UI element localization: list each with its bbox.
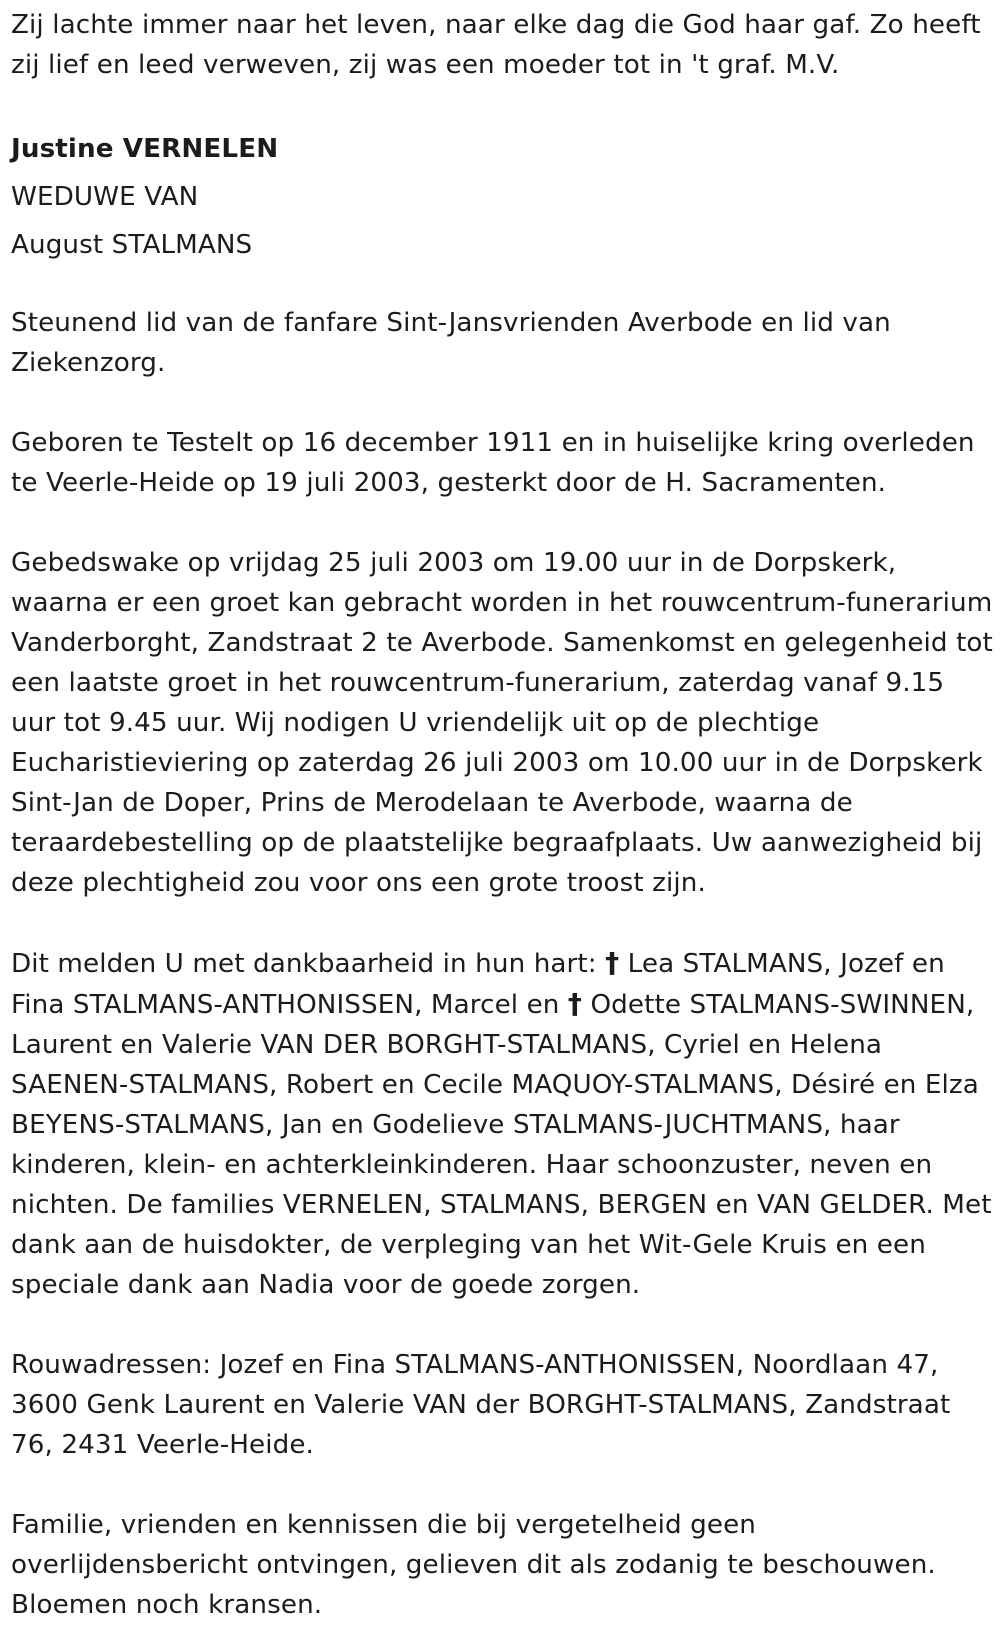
family-paragraph <box>11 943 996 1305</box>
spouse-name: August STALMANS <box>11 230 253 260</box>
deceased-block <box>11 125 996 269</box>
poem-line: zij lief en leed verweven, zij was een moeder tot in 't graf. M.V. <box>11 50 840 80</box>
membership-paragraph: Steunend lid van de fanfare Sint-Jansvrienden Averbode en lid van Ziekenzorg. <box>11 308 891 378</box>
family-text: Dit melden U met dankbaarheid in hun hart: <box>11 949 606 979</box>
obituary-document <box>11 0 996 1625</box>
poem-line: Zij lachte immer naar het leven, naar elke dag die God haar gaf. Zo heeft <box>11 10 981 40</box>
closing-paragraph: Familie, vrienden en kennissen die bij vergetelheid geen overlijdensbericht ontvingen, gelieven dit als zodanig te beschouwen. Bloemen noch kransen. <box>11 1510 936 1620</box>
relation-label: WEDUWE VAN <box>11 182 199 212</box>
cross-icon: † <box>605 946 620 979</box>
birth-death-paragraph: Geboren te Testelt op 16 december 1911 en in huiselijke kring overleden te Veerle-Heide op 19 juli 2003, gesterkt door de H. Sacramenten. <box>11 428 975 498</box>
family-text: Odette STALMANS-SWINNEN, Laurent en Valerie VAN DER BORGHT-STALMANS, Cyriel en Helena SAENEN-STALMANS, Robert en Cecile MAQUOY-STALMANS, Désiré en Elza BEYENS-STALMANS, Jan en Godelieve STALMANS-JUCHTMANS, haar kinderen, klein- en achterkleinkinderen. Haar schoonzuster, neven en nichten. De families VERNELEN, STALMANS, BERGEN en VAN GELDER. Met dank aan de huisdokter, de verpleging van het Wit-Gele Kruis en een speciale dank aan Nadia voor de goede zorgen. <box>11 990 992 1300</box>
memorial-poem <box>11 5 996 85</box>
addresses-paragraph: Rouwadressen: Jozef en Fina STALMANS-ANTHONISSEN, Noordlaan 47, 3600 Genk Laurent en Valerie VAN der BORGHT-STALMANS, Zandstraat 76, 2431 Veerle-Heide. <box>11 1350 951 1460</box>
family-text: Lea STALMANS, Jozef en Fina STALMANS-ANTHONISSEN, Marcel en <box>11 949 945 1020</box>
ceremony-paragraph: Gebedswake op vrijdag 25 juli 2003 om 19.00 uur in de Dorpskerk, waarna er een groet kan gebracht worden in het rouwcentrum-funerarium Vanderborght, Zandstraat 2 te Averbode. Samenkomst en gelegenheid tot een laatste groet in het rouwcentrum-funerarium, zaterdag vanaf 9.15 uur tot 9.45 uur. Wij nodigen U vriendelijk uit op de plechtige Eucharistieviering op zaterdag 26 juli 2003 om 10.00 uur in de Dorpskerk Sint-Jan de Doper, Prins de Merodelaan te Averbode, waarna de teraardebestelling op de plaatstelijke begraafplaats. Uw aanwezigheid bij deze plechtigheid zou voor ons een grote troost zijn. <box>11 548 993 898</box>
cross-icon: † <box>567 987 583 1020</box>
deceased-name: Justine VERNELEN <box>11 134 279 164</box>
